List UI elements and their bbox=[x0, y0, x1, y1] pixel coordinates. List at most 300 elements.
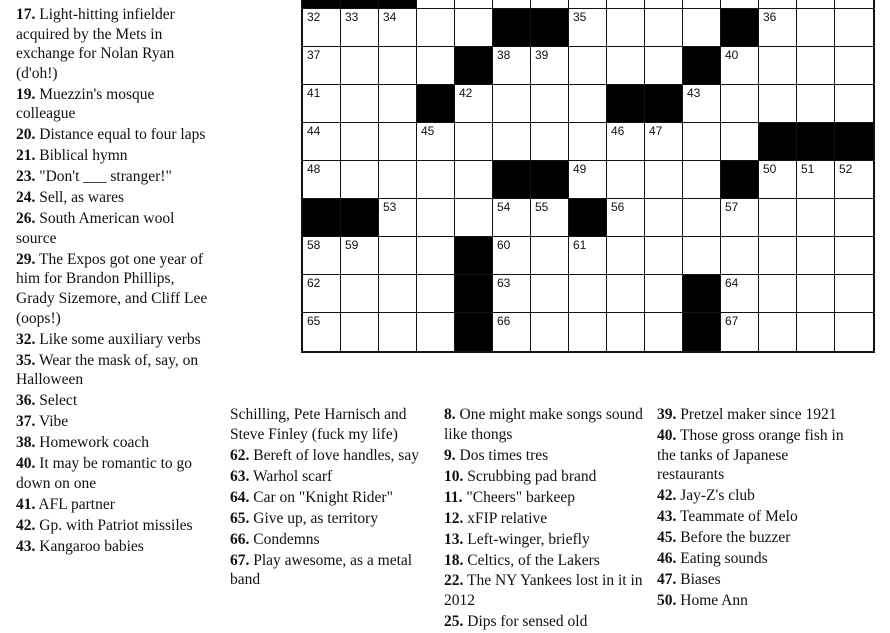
grid-cell[interactable] bbox=[797, 237, 835, 275]
grid-cell[interactable] bbox=[607, 199, 645, 237]
clue-item bbox=[230, 467, 426, 487]
grid-cell[interactable] bbox=[341, 237, 379, 275]
grid-cell[interactable] bbox=[341, 161, 379, 199]
grid-cell[interactable] bbox=[341, 47, 379, 85]
black-square bbox=[455, 275, 493, 313]
grid-cell[interactable] bbox=[417, 313, 455, 351]
clue-item bbox=[16, 516, 216, 536]
grid-cell[interactable] bbox=[569, 237, 607, 275]
grid-cell[interactable] bbox=[721, 85, 759, 123]
clue-number: 36. bbox=[16, 392, 36, 410]
grid-cell[interactable] bbox=[797, 313, 835, 351]
clue-number: 8. bbox=[444, 406, 456, 423]
clue-number: 13. bbox=[444, 530, 464, 548]
clue-number: 32. bbox=[16, 330, 36, 348]
grid-cell[interactable] bbox=[303, 275, 341, 313]
black-square bbox=[797, 123, 835, 161]
clue-item bbox=[16, 125, 216, 145]
clue-text: Pretzel maker since 1921 bbox=[680, 406, 837, 423]
grid-cell[interactable] bbox=[417, 0, 455, 9]
crossword-grid bbox=[301, 0, 875, 353]
clue-text: Sell, as wares bbox=[39, 189, 125, 207]
clue-number: 46. bbox=[657, 550, 677, 568]
clue-text: Gp. with Patriot missiles bbox=[39, 516, 193, 534]
clue-number: 42. bbox=[657, 487, 677, 505]
clue-text: One might make songs sound like thongs bbox=[444, 406, 643, 443]
grid-cell[interactable] bbox=[455, 85, 493, 123]
grid-cell[interactable] bbox=[493, 313, 531, 351]
clue-text: Give up, as territory bbox=[253, 509, 379, 527]
grid-cell[interactable] bbox=[645, 313, 683, 351]
grid-cell[interactable] bbox=[493, 47, 531, 85]
clue-text: Before the buzzer bbox=[680, 529, 791, 547]
grid-cell[interactable] bbox=[417, 275, 455, 313]
clue-item bbox=[16, 188, 216, 208]
cell-number: 44 bbox=[307, 124, 321, 138]
grid-cell[interactable] bbox=[379, 47, 417, 85]
grid-cell[interactable] bbox=[569, 47, 607, 85]
cell-number: 54 bbox=[497, 200, 511, 214]
black-square bbox=[341, 0, 379, 9]
clue-text: Biases bbox=[680, 571, 721, 589]
grid-cell[interactable] bbox=[759, 9, 797, 47]
clue-item bbox=[16, 537, 216, 557]
grid-cell[interactable] bbox=[379, 9, 417, 47]
grid-cell[interactable] bbox=[645, 9, 683, 47]
grid-cell[interactable] bbox=[531, 313, 569, 351]
clue-number: 25. bbox=[444, 613, 464, 631]
grid-cell[interactable] bbox=[835, 161, 873, 199]
cell-number: 43 bbox=[687, 86, 701, 100]
grid-cell[interactable] bbox=[569, 275, 607, 313]
clue-text: Distance equal to four laps bbox=[39, 126, 206, 144]
black-square bbox=[417, 85, 455, 123]
grid-cell[interactable] bbox=[569, 85, 607, 123]
clue-text: "Don't ___ stranger!" bbox=[39, 168, 172, 186]
clue-number: 41. bbox=[16, 495, 36, 513]
black-square bbox=[379, 0, 417, 9]
black-square bbox=[455, 237, 493, 275]
grid-cell[interactable] bbox=[759, 0, 797, 9]
clue-number: 19. bbox=[16, 85, 36, 103]
grid-cell[interactable] bbox=[607, 123, 645, 161]
cell-number: 34 bbox=[383, 10, 397, 24]
grid-cell[interactable] bbox=[455, 161, 493, 199]
cell-number: 41 bbox=[307, 86, 321, 100]
black-square bbox=[835, 123, 873, 161]
cell-number: 66 bbox=[497, 314, 511, 328]
clue-item bbox=[230, 488, 426, 508]
grid-cell[interactable] bbox=[607, 9, 645, 47]
clue-text: AFL partner bbox=[38, 495, 115, 513]
black-square bbox=[569, 199, 607, 237]
grid-cell[interactable] bbox=[379, 123, 417, 161]
clue-item bbox=[16, 250, 216, 328]
clue-item bbox=[444, 488, 644, 508]
clue-text: Scrubbing pad brand bbox=[467, 467, 597, 485]
clue-number: 43. bbox=[16, 537, 36, 555]
clue-number: 62. bbox=[230, 446, 250, 464]
black-square bbox=[645, 85, 683, 123]
grid-cell[interactable] bbox=[683, 199, 721, 237]
grid-cell[interactable] bbox=[721, 199, 759, 237]
cell-number: 58 bbox=[307, 238, 321, 252]
cell-number: 60 bbox=[497, 238, 511, 252]
cell-number: 47 bbox=[649, 124, 663, 138]
clue-text: Celtics, of the Lakers bbox=[467, 551, 600, 569]
grid-cell[interactable] bbox=[341, 9, 379, 47]
grid-cell[interactable] bbox=[759, 275, 797, 313]
clue-item bbox=[230, 405, 426, 444]
grid-cell[interactable] bbox=[797, 275, 835, 313]
grid-cell[interactable] bbox=[759, 161, 797, 199]
cell-number: 42 bbox=[459, 86, 473, 100]
clue-text: Dips for sensed old bbox=[467, 613, 588, 631]
grid-cell[interactable] bbox=[645, 199, 683, 237]
grid-cell[interactable] bbox=[835, 47, 873, 85]
grid-cell[interactable] bbox=[607, 161, 645, 199]
grid-cell[interactable] bbox=[531, 47, 569, 85]
black-square bbox=[455, 313, 493, 351]
clue-text: Select bbox=[39, 392, 78, 410]
clue-text: xFIP relative bbox=[467, 509, 548, 527]
grid-cell[interactable] bbox=[531, 275, 569, 313]
grid-cell[interactable] bbox=[759, 47, 797, 85]
clue-column-1 bbox=[16, 5, 216, 558]
grid-cell[interactable] bbox=[797, 0, 835, 9]
clue-item bbox=[444, 446, 644, 466]
grid-cell[interactable] bbox=[645, 161, 683, 199]
grid-cell[interactable] bbox=[303, 85, 341, 123]
black-square bbox=[721, 161, 759, 199]
grid-cell[interactable] bbox=[645, 47, 683, 85]
grid-cell[interactable] bbox=[721, 47, 759, 85]
grid-cell[interactable] bbox=[303, 47, 341, 85]
cell-number: 56 bbox=[611, 200, 625, 214]
grid-cell[interactable] bbox=[683, 237, 721, 275]
black-square bbox=[759, 123, 797, 161]
clue-number: 17. bbox=[16, 6, 36, 23]
grid-cell[interactable] bbox=[341, 275, 379, 313]
grid-cell[interactable] bbox=[303, 237, 341, 275]
cell-number: 32 bbox=[307, 10, 321, 24]
grid-cell[interactable] bbox=[645, 0, 683, 9]
grid-cell[interactable] bbox=[607, 0, 645, 9]
clue-column-4 bbox=[657, 405, 857, 612]
black-square bbox=[607, 85, 645, 123]
cell-number: 36 bbox=[763, 10, 777, 24]
grid-cell[interactable] bbox=[683, 161, 721, 199]
grid-cell[interactable] bbox=[835, 85, 873, 123]
clue-column-3 bbox=[444, 405, 644, 633]
grid-cell[interactable] bbox=[417, 123, 455, 161]
grid-cell[interactable] bbox=[835, 199, 873, 237]
clue-item bbox=[657, 486, 857, 506]
grid-cell[interactable] bbox=[645, 123, 683, 161]
grid-cell[interactable] bbox=[455, 9, 493, 47]
clue-item bbox=[16, 495, 216, 515]
grid-cell[interactable] bbox=[493, 123, 531, 161]
clue-text: Kangaroo babies bbox=[39, 537, 144, 555]
clue-item bbox=[16, 167, 216, 187]
clue-text: Wear the mask of, say, on Halloween bbox=[16, 351, 199, 389]
clue-text: Home Ann bbox=[680, 592, 748, 610]
clue-text: Light-hitting infielder acquired by the Mets in exchange for Nolan Ryan (d'oh!) bbox=[16, 6, 175, 82]
clue-number: 66. bbox=[230, 530, 250, 548]
clue-item bbox=[16, 146, 216, 166]
clue-number: 12. bbox=[444, 509, 464, 527]
black-square bbox=[303, 199, 341, 237]
grid-cell[interactable] bbox=[531, 123, 569, 161]
grid-cell[interactable] bbox=[379, 275, 417, 313]
grid-cell[interactable] bbox=[341, 123, 379, 161]
clue-number: 64. bbox=[230, 488, 250, 506]
clue-item bbox=[16, 209, 216, 248]
black-square bbox=[493, 161, 531, 199]
grid-cell[interactable] bbox=[683, 9, 721, 47]
black-square bbox=[683, 313, 721, 351]
grid-cell[interactable] bbox=[759, 85, 797, 123]
clue-item bbox=[444, 551, 644, 571]
grid-cell[interactable] bbox=[759, 237, 797, 275]
grid-cell[interactable] bbox=[303, 313, 341, 351]
clue-text: Play awesome, as a metal band bbox=[230, 551, 413, 589]
grid-cell[interactable] bbox=[341, 85, 379, 123]
grid-cell[interactable] bbox=[721, 313, 759, 351]
clue-number: 63. bbox=[230, 467, 250, 485]
clue-number: 10. bbox=[444, 467, 464, 485]
grid-cell[interactable] bbox=[683, 0, 721, 9]
clue-item bbox=[444, 467, 644, 487]
grid-cell[interactable] bbox=[569, 161, 607, 199]
black-square bbox=[683, 275, 721, 313]
clue-number: 43. bbox=[657, 508, 677, 526]
cell-number: 49 bbox=[573, 162, 587, 176]
cell-number: 45 bbox=[421, 124, 435, 138]
cell-number: 37 bbox=[307, 48, 321, 62]
clue-number: 23. bbox=[16, 168, 36, 186]
clue-item bbox=[16, 454, 216, 493]
clue-text: Jay-Z's club bbox=[680, 487, 755, 505]
clue-number: 42. bbox=[16, 516, 36, 534]
clue-number: 67. bbox=[230, 551, 250, 569]
grid-cell[interactable] bbox=[493, 275, 531, 313]
cell-number: 62 bbox=[307, 276, 321, 290]
clue-number: 35. bbox=[16, 351, 36, 369]
clue-item bbox=[16, 330, 216, 350]
clue-number: 26. bbox=[16, 210, 36, 228]
clue-item bbox=[16, 391, 216, 411]
grid-cell[interactable] bbox=[569, 313, 607, 351]
clue-item bbox=[444, 405, 644, 444]
cell-number: 48 bbox=[307, 162, 321, 176]
cell-number: 38 bbox=[497, 48, 511, 62]
clue-item bbox=[657, 591, 857, 611]
clue-item bbox=[16, 433, 216, 453]
clue-number: 47. bbox=[657, 571, 677, 589]
grid-cell[interactable] bbox=[455, 123, 493, 161]
grid-cell[interactable] bbox=[645, 275, 683, 313]
black-square bbox=[493, 9, 531, 47]
grid-cell[interactable] bbox=[797, 9, 835, 47]
grid-cell[interactable] bbox=[303, 123, 341, 161]
clue-number: 50. bbox=[657, 592, 677, 610]
clue-text: The NY Yankees lost in it in 2012 bbox=[444, 572, 643, 610]
clue-item bbox=[16, 351, 216, 390]
grid-cell[interactable] bbox=[835, 275, 873, 313]
grid-cell[interactable] bbox=[721, 237, 759, 275]
grid-cell[interactable] bbox=[607, 237, 645, 275]
grid-cell[interactable] bbox=[303, 9, 341, 47]
grid-cell[interactable] bbox=[303, 161, 341, 199]
grid-cell[interactable] bbox=[531, 237, 569, 275]
grid-cell[interactable] bbox=[683, 123, 721, 161]
clue-text: The Expos got one year of him for Brandon Phillips, Grady Sizemore, and Cliff Lee (oops!) bbox=[16, 250, 208, 327]
grid-cell[interactable] bbox=[569, 0, 607, 9]
grid-cell[interactable] bbox=[797, 199, 835, 237]
clue-text: It may be romantic to go down on one bbox=[16, 455, 193, 492]
grid-cell[interactable] bbox=[379, 85, 417, 123]
clue-text: Schilling, Pete Harnisch and Steve Finley (fuck my life) bbox=[230, 406, 407, 443]
black-square bbox=[303, 0, 341, 9]
clue-item bbox=[230, 446, 426, 466]
cell-number: 59 bbox=[345, 238, 359, 252]
clue-item bbox=[16, 412, 216, 432]
clue-text: Homework coach bbox=[39, 434, 149, 452]
cell-number: 64 bbox=[725, 276, 739, 290]
grid-cell[interactable] bbox=[417, 237, 455, 275]
black-square bbox=[531, 9, 569, 47]
grid-cell[interactable] bbox=[379, 237, 417, 275]
black-square bbox=[455, 47, 493, 85]
cell-number: 53 bbox=[383, 200, 397, 214]
clue-number: 21. bbox=[16, 147, 36, 165]
clue-item bbox=[16, 85, 216, 124]
grid-cell[interactable] bbox=[835, 313, 873, 351]
grid-cell[interactable] bbox=[607, 313, 645, 351]
clue-number: 65. bbox=[230, 509, 250, 527]
clue-text: Condemns bbox=[253, 530, 320, 548]
clue-number: 38. bbox=[16, 434, 36, 452]
grid-cell[interactable] bbox=[455, 0, 493, 9]
clue-text: South American wool source bbox=[16, 210, 175, 247]
grid-cell[interactable] bbox=[835, 237, 873, 275]
clue-item bbox=[16, 5, 216, 83]
cell-number: 61 bbox=[573, 238, 587, 252]
cell-number: 40 bbox=[725, 48, 739, 62]
clue-number: 11. bbox=[444, 488, 463, 506]
clue-text: Warhol scarf bbox=[252, 467, 333, 485]
grid-cell[interactable] bbox=[683, 85, 721, 123]
clue-item bbox=[657, 507, 857, 527]
grid-cell[interactable] bbox=[645, 237, 683, 275]
cell-number: 39 bbox=[535, 48, 549, 62]
cell-number: 50 bbox=[763, 162, 777, 176]
grid-cell[interactable] bbox=[379, 313, 417, 351]
clue-item bbox=[444, 571, 644, 610]
cell-number: 55 bbox=[535, 200, 549, 214]
grid-cell[interactable] bbox=[417, 9, 455, 47]
grid-cell[interactable] bbox=[531, 199, 569, 237]
grid-cell[interactable] bbox=[341, 313, 379, 351]
clue-text: Vibe bbox=[38, 413, 69, 431]
clue-number: 22. bbox=[444, 572, 464, 590]
clue-number: 24. bbox=[16, 189, 36, 207]
grid-cell[interactable] bbox=[835, 9, 873, 47]
clue-number: 29. bbox=[16, 250, 36, 268]
grid-cell[interactable] bbox=[569, 123, 607, 161]
cell-number: 51 bbox=[801, 162, 815, 176]
grid-cell[interactable] bbox=[493, 0, 531, 9]
clue-number: 18. bbox=[444, 551, 464, 569]
grid-cell[interactable] bbox=[797, 161, 835, 199]
clue-text: Teammate of Melo bbox=[679, 508, 798, 526]
black-square bbox=[341, 199, 379, 237]
grid-cell[interactable] bbox=[417, 161, 455, 199]
cell-number: 46 bbox=[611, 124, 625, 138]
clue-number: 40. bbox=[657, 426, 677, 444]
clue-text: Like some auxiliary verbs bbox=[39, 330, 201, 348]
grid-cell[interactable] bbox=[493, 85, 531, 123]
black-square bbox=[683, 47, 721, 85]
cell-number: 57 bbox=[725, 200, 739, 214]
clue-item bbox=[444, 530, 644, 550]
grid-cell[interactable] bbox=[607, 275, 645, 313]
cell-number: 63 bbox=[497, 276, 511, 290]
grid-cell[interactable] bbox=[531, 0, 569, 9]
grid-cell[interactable] bbox=[759, 199, 797, 237]
clue-item bbox=[230, 530, 426, 550]
cell-number: 35 bbox=[573, 10, 587, 24]
grid-cell[interactable] bbox=[721, 0, 759, 9]
grid-cell[interactable] bbox=[797, 85, 835, 123]
grid-cell[interactable] bbox=[455, 199, 493, 237]
grid-cell[interactable] bbox=[379, 199, 417, 237]
clue-item bbox=[230, 551, 426, 590]
clue-item bbox=[657, 549, 857, 569]
cell-number: 52 bbox=[839, 162, 853, 176]
clue-text: Eating sounds bbox=[680, 550, 768, 568]
grid-cell[interactable] bbox=[797, 47, 835, 85]
grid-cell[interactable] bbox=[493, 237, 531, 275]
grid-cell[interactable] bbox=[417, 199, 455, 237]
clue-text: Car on "Knight Rider" bbox=[253, 488, 393, 506]
clue-number: 37. bbox=[16, 413, 36, 431]
cell-number: 67 bbox=[725, 314, 739, 328]
grid-cell[interactable] bbox=[531, 85, 569, 123]
clue-item bbox=[230, 509, 426, 529]
clue-item bbox=[657, 426, 857, 485]
clue-number: 20. bbox=[16, 126, 36, 144]
grid-cell[interactable] bbox=[379, 161, 417, 199]
grid-cell[interactable] bbox=[607, 47, 645, 85]
clue-item bbox=[444, 612, 644, 632]
grid-cell[interactable] bbox=[417, 47, 455, 85]
clue-text: "Cheers" barkeep bbox=[466, 488, 576, 506]
grid-cell[interactable] bbox=[569, 9, 607, 47]
grid-cell[interactable] bbox=[835, 0, 873, 9]
grid-cell[interactable] bbox=[759, 313, 797, 351]
clue-text: Left-winger, briefly bbox=[467, 530, 590, 548]
clue-text: Biblical hymn bbox=[39, 147, 128, 165]
grid-cell[interactable] bbox=[721, 275, 759, 313]
clue-number: 45. bbox=[657, 529, 677, 547]
grid-cell[interactable] bbox=[721, 123, 759, 161]
clue-item bbox=[657, 405, 857, 425]
clue-item bbox=[657, 570, 857, 590]
clue-text: Bereft of love handles, say bbox=[253, 446, 419, 464]
grid-cell[interactable] bbox=[493, 199, 531, 237]
